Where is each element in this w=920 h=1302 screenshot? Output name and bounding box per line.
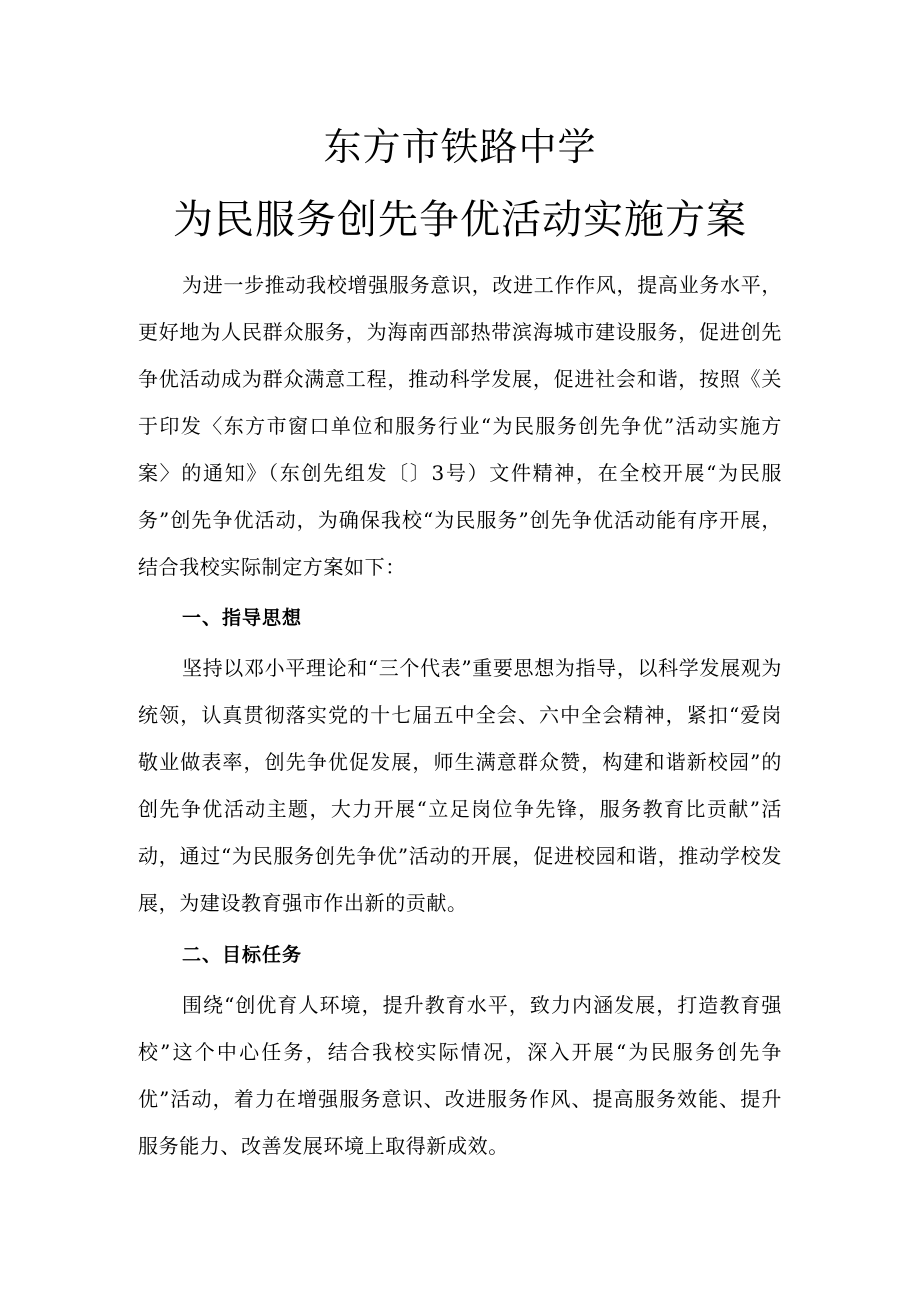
intro-paragraph: 为进一步推动我校增强服务意识，改进工作作风，提高业务水平，更好地为人民群众服务，为海南西部热带滨海城市建设服务，促进创先争优活动成为群众满意工程，推动科学发展，促进社会和谐，按照《关于印发〈东方市窗口单位和服务行业“为民服务创先争优”活动实施方案〉的通知》（东创先组发〔〕3号）文件精神，在全校开展“为民服务”创先争优活动，为确保我校“为民服务”创先争优活动能有序开展，结合我校实际制定方案如下： xyxy=(138,273,782,579)
section-paragraph-guiding-ideology: 坚持以邓小平理论和“三个代表”重要思想为指导，以科学发展观为统领，认真贯彻落实党的十七届五中全会、六中全会精神，紧扣“爱岗敬业做表率，创先争优促发展，师生满意群众赞，构建和谐新校园”的创先争优活动主题，大力开展“立足岗位争先锋，服务教育比贡献”活动，通过“为民服务创先争优”活动的开展，促进校园和谐，推动学校发展，为建设教育强市作出新的贡献。 xyxy=(138,656,782,915)
document-title-plan: 为民服务创先争优活动实施方案 xyxy=(173,197,747,243)
section-heading-goals-tasks: 二、目标任务 xyxy=(182,944,303,966)
section-heading-guiding-ideology: 一、指导思想 xyxy=(182,607,303,629)
document-title-school: 东方市铁路中学 xyxy=(323,125,597,169)
section-paragraph-goals-tasks: 围绕“创优育人环境，提升教育水平，致力内涵发展，打造教育强校”这个中心任务，结合我校实际情况，深入开展“为民服务创先争优”活动，着力在增强服务意识、改进服务作风、提高服务效能、提升服务能力、改善发展环境上取得新成效。 xyxy=(138,993,782,1158)
